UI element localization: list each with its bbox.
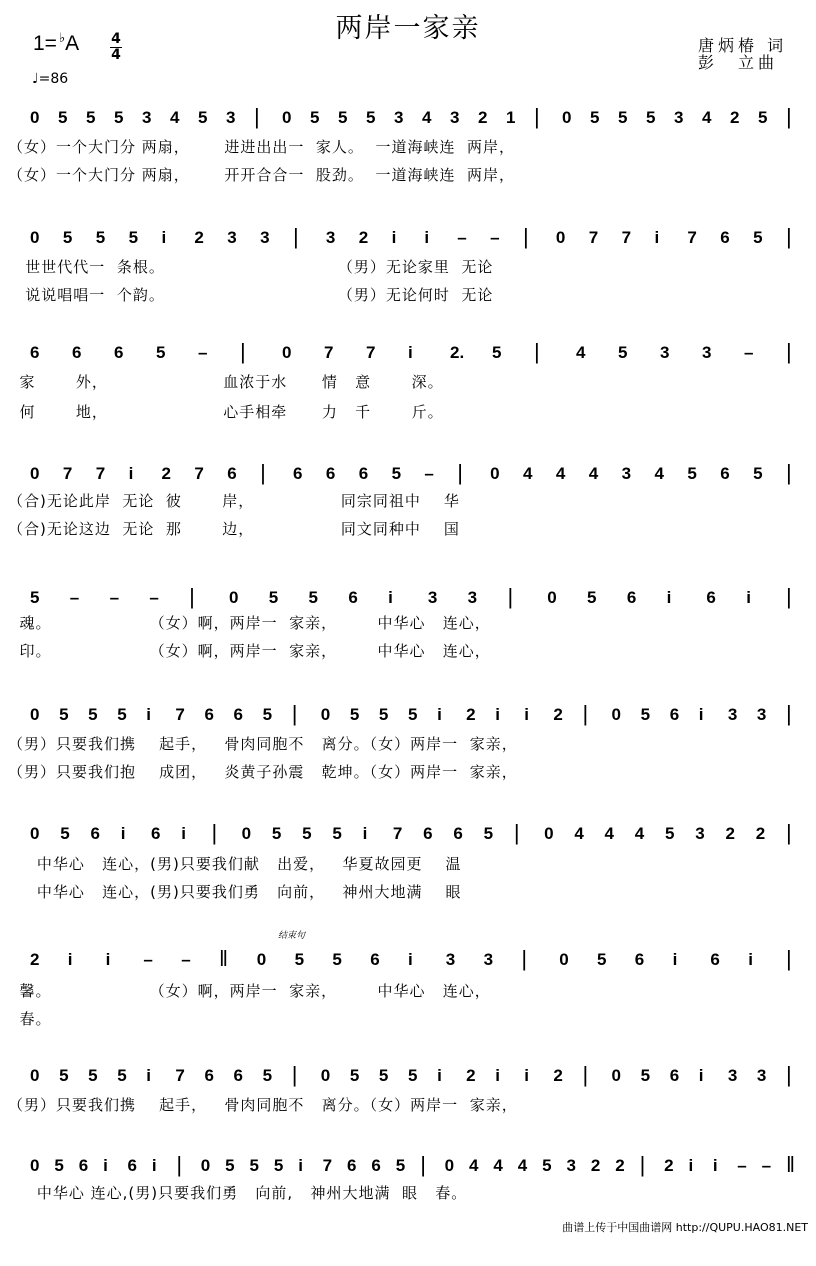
note: 7 (62, 464, 73, 483)
note: 5 (687, 464, 697, 483)
note: 3 (756, 1066, 767, 1085)
score-row (0, 816, 816, 934)
notation-line (0, 942, 816, 982)
note: i (437, 1066, 442, 1085)
notation-line (0, 697, 816, 737)
note: 4 (170, 108, 180, 127)
note: 3 (142, 108, 152, 127)
note: – (149, 588, 159, 607)
note: i (437, 705, 442, 724)
note: 6 (204, 1066, 214, 1085)
barline: | (534, 339, 540, 364)
note: 5 (262, 1066, 273, 1085)
note: 5 (332, 824, 342, 843)
note: 6 (78, 1156, 89, 1175)
lyric-line: 世世代代一 条根。 （男）无论家里 无论 (8, 258, 494, 276)
note: i (391, 228, 397, 247)
note: 2 (478, 108, 488, 127)
note: 4 (422, 108, 432, 127)
note: i (672, 950, 678, 969)
score-row (0, 1148, 816, 1266)
score-row (0, 456, 816, 574)
note: 2 (466, 705, 476, 724)
note: – (198, 343, 208, 362)
barline: | (521, 946, 528, 971)
note: 0 (555, 228, 566, 247)
note: 2 (466, 1066, 476, 1085)
note: i (495, 705, 500, 724)
note: 2 (553, 1066, 563, 1085)
note: 5 (597, 950, 607, 969)
barline: | (786, 339, 792, 364)
note: 6 (423, 824, 433, 843)
note: 2 (358, 228, 369, 247)
note: 6 (358, 464, 369, 483)
note: 7 (175, 705, 185, 724)
note: i (524, 705, 530, 724)
lyricist-credit: 唐炳椿 词 (698, 36, 788, 55)
lyric-line: 馨。 （女）啊，两岸一 家亲， 中华心 连心， (8, 982, 491, 1000)
barline: | (523, 224, 529, 249)
barline: | (457, 460, 464, 485)
note: 5 (753, 228, 763, 247)
note: 5 (95, 228, 106, 247)
note: 6 (720, 228, 730, 247)
note: 5 (54, 1156, 64, 1175)
note: – (424, 464, 434, 483)
note: 0 (611, 1066, 621, 1085)
lyric-line: 魂。 （女）啊，两岸一 家亲， 中华心 连心， (8, 614, 491, 632)
note: 6 (370, 950, 380, 969)
note: 4 (654, 464, 664, 483)
note: 5 (378, 705, 389, 724)
note: 6 (227, 464, 237, 483)
note: 7 (588, 228, 599, 247)
note: 2 (161, 464, 171, 483)
barline: | (534, 104, 540, 129)
note: i (105, 950, 111, 969)
barline: | (260, 460, 266, 485)
note: 6 (150, 824, 161, 843)
note: i (67, 950, 73, 969)
note: 3 (227, 228, 237, 247)
barline: | (291, 1062, 298, 1087)
note: 6 (626, 588, 637, 607)
note: 2. (450, 343, 465, 362)
site-watermark: 曲谱上传于中国曲谱网 http://QUPU.HAO81.NET (562, 1221, 808, 1234)
note: 5 (758, 108, 768, 127)
note: 0 (30, 824, 40, 843)
note: 2 (615, 1156, 625, 1175)
note: 0 (228, 588, 239, 607)
notation-line (0, 335, 816, 375)
note: i (146, 1066, 152, 1085)
note: 0 (30, 1156, 40, 1175)
note: – (490, 228, 500, 247)
note: 2 (755, 824, 766, 843)
note: 2 (590, 1156, 601, 1175)
note: 4 (493, 1156, 503, 1175)
note: 3 (702, 343, 712, 362)
note: 5 (492, 343, 502, 362)
note: i (698, 705, 704, 724)
barline: | (639, 1152, 646, 1177)
note: 0 (562, 108, 572, 127)
note: i (362, 824, 368, 843)
note: 4 (517, 1156, 528, 1175)
note: 0 (200, 1156, 211, 1175)
note: 3 (467, 588, 478, 607)
note: 0 (547, 588, 557, 607)
note: 6 (90, 824, 100, 843)
note: 3 (450, 108, 460, 127)
note: 6 (706, 588, 716, 607)
score-row (0, 697, 816, 815)
note: 2 (30, 950, 40, 969)
barline: ‖ (786, 1152, 796, 1177)
barline: | (786, 584, 792, 609)
note: 0 (320, 705, 331, 724)
note: 5 (58, 108, 68, 127)
note: 6 (710, 950, 720, 969)
note: 5 (117, 705, 127, 724)
note: 5 (128, 228, 139, 247)
note: 4 (555, 464, 566, 483)
lyric-line: （合)无论这边 无论 那 边， 同文同种中 国 (8, 520, 460, 538)
song-title: 两岸一家亲 (335, 13, 481, 44)
note: i (746, 588, 751, 607)
note: 3 (660, 343, 670, 362)
note: 6 (669, 705, 680, 724)
barline: | (513, 820, 520, 845)
note: 4 (468, 1156, 479, 1175)
time-signature: 4 4 (111, 31, 121, 63)
note: – (737, 1156, 747, 1175)
note: 3 (566, 1156, 576, 1175)
notation-line (0, 816, 816, 856)
barline: | (582, 701, 589, 726)
note: 5 (86, 108, 96, 127)
note: 5 (391, 464, 402, 483)
note: i (712, 1156, 718, 1175)
note: i (748, 950, 753, 969)
note: 3 (727, 1066, 738, 1085)
note: 5 (587, 588, 597, 607)
note: 7 (392, 824, 403, 843)
note: 5 (349, 1066, 360, 1085)
note: 5 (640, 1066, 651, 1085)
note: i (424, 228, 430, 247)
note: 5 (62, 228, 73, 247)
note: 0 (256, 950, 267, 969)
note: 4 (523, 464, 533, 483)
note: 5 (349, 705, 360, 724)
note: 0 (30, 108, 40, 127)
note: 4 (588, 464, 599, 483)
barline: | (240, 339, 246, 364)
note: 5 (618, 343, 628, 362)
note: i (688, 1156, 694, 1175)
note: i (120, 824, 126, 843)
note: i (408, 950, 413, 969)
note: i (128, 464, 134, 483)
note: 5 (310, 108, 320, 127)
note: 5 (395, 1156, 406, 1175)
note: 0 (490, 464, 500, 483)
lyric-line: 中华心 连心,(男)只要我们勇 向前, 神州大地满 眼 春。 (8, 1184, 468, 1202)
score-row (0, 220, 816, 338)
note: 6 (72, 343, 82, 362)
note: 0 (559, 950, 569, 969)
score-row (0, 942, 816, 1060)
note: i (151, 1156, 157, 1175)
barline: | (420, 1152, 426, 1177)
note: 7 (194, 464, 204, 483)
note: i (666, 588, 672, 607)
lyric-line: 家 外， 血浓于水 情 意 深。 (8, 373, 444, 391)
note: i (103, 1156, 108, 1175)
note: 5 (262, 705, 273, 724)
note: 5 (302, 824, 312, 843)
barline: | (292, 224, 299, 249)
note: i (524, 1066, 530, 1085)
note: 5 (88, 1066, 98, 1085)
note: – (744, 343, 754, 362)
notation-line (0, 1058, 816, 1098)
barline: ‖ (219, 946, 229, 971)
note: 2 (553, 705, 563, 724)
note: 5 (640, 705, 651, 724)
note: 4 (576, 343, 586, 362)
note: 5 (332, 950, 342, 969)
note: 4 (574, 824, 584, 843)
note: 4 (604, 824, 615, 843)
note: 3 (695, 824, 705, 843)
note: i (654, 228, 660, 247)
note: 3 (727, 705, 738, 724)
note: i (495, 1066, 500, 1085)
note: 5 (271, 824, 282, 843)
note: 4 (634, 824, 645, 843)
note: – (457, 228, 467, 247)
note: 5 (338, 108, 348, 127)
note: 3 (260, 228, 270, 247)
note: 5 (542, 1156, 552, 1175)
note: 5 (366, 108, 376, 127)
lyric-line: （女）一个大门分 两扇， 进进出出一 家人。 一道海峡连 两岸， (8, 138, 515, 156)
key-signature: 1= ♭A (33, 30, 80, 55)
note: 5 (60, 824, 70, 843)
note: 2 (664, 1156, 674, 1175)
note: 0 (282, 108, 292, 127)
barline: | (786, 1062, 792, 1087)
note: 6 (669, 1066, 680, 1085)
note: 6 (371, 1156, 381, 1175)
composer-credit: 彭 立曲 (698, 53, 779, 72)
barline: | (176, 1152, 183, 1177)
lyric-line: 中华心 连心，(男)只要我们献 出爱， 华夏故园更 温 (8, 855, 462, 873)
note: 0 (320, 1066, 331, 1085)
note: 5 (408, 705, 418, 724)
note: 5 (308, 588, 318, 607)
note: – (143, 950, 153, 969)
note: 5 (268, 588, 279, 607)
note: 5 (378, 1066, 389, 1085)
lyric-line: （合)无论此岸 无论 彼 岸， 同宗同祖中 华 (8, 492, 460, 510)
note: 5 (294, 950, 305, 969)
note: 6 (292, 464, 303, 483)
note: 3 (621, 464, 632, 483)
note: 0 (611, 705, 621, 724)
note: 6 (233, 705, 243, 724)
lyric-line: （男）只要我们携 起手， 骨肉同胞不 离分。（女）两岸一 家亲， (8, 1096, 518, 1114)
note: 5 (408, 1066, 418, 1085)
barline: | (291, 701, 298, 726)
barline: | (786, 701, 792, 726)
note: 6 (30, 343, 40, 362)
note: 5 (618, 108, 628, 127)
note: 5 (59, 1066, 69, 1085)
score-row (0, 100, 816, 218)
note: 3 (483, 950, 494, 969)
note: – (761, 1156, 772, 1175)
note: 2 (725, 824, 735, 843)
note: i (408, 343, 413, 362)
note: – (69, 588, 80, 607)
lyric-line: （男）只要我们携 起手， 骨肉同胞不 离分。（女）两岸一 家亲， (8, 735, 518, 753)
barline: | (211, 820, 218, 845)
note: 6 (114, 343, 124, 362)
note: 6 (233, 1066, 243, 1085)
notation-line (0, 220, 816, 260)
note: – (109, 588, 120, 607)
barline: | (786, 820, 792, 845)
note: 0 (30, 1066, 40, 1085)
note: 3 (325, 228, 336, 247)
note: 5 (114, 108, 124, 127)
barline: | (786, 104, 792, 129)
note: 2 (194, 228, 204, 247)
note: 5 (225, 1156, 235, 1175)
note: 6 (348, 588, 358, 607)
lyric-line: 春。 (8, 1010, 52, 1028)
note: 5 (88, 705, 98, 724)
note: 5 (59, 705, 69, 724)
note: 7 (95, 464, 106, 483)
note: – (181, 950, 191, 969)
note: 7 (687, 228, 697, 247)
barline: | (507, 584, 514, 609)
barline: | (786, 460, 792, 485)
note: 6 (347, 1156, 357, 1175)
note: 0 (282, 343, 292, 362)
note: 6 (204, 705, 214, 724)
lyric-line: 印。 （女）啊，两岸一 家亲， 中华心 连心， (8, 642, 491, 660)
ending-label: 结束句 (278, 931, 306, 941)
note: 3 (427, 588, 438, 607)
note: 5 (30, 588, 40, 607)
note: i (181, 824, 186, 843)
note: 7 (175, 1066, 185, 1085)
lyric-line: 说说唱唱一 个韵。 （男）无论何时 无论 (8, 286, 494, 304)
note: 0 (544, 824, 554, 843)
lyric-line: 中华心 连心，(男)只要我们勇 向前， 神州大地满 眼 (8, 883, 462, 901)
barline: | (582, 1062, 589, 1087)
note: i (698, 1066, 704, 1085)
barline: | (786, 224, 792, 249)
score-row (0, 335, 816, 453)
note: 7 (621, 228, 632, 247)
note: 0 (30, 228, 40, 247)
note: 5 (249, 1156, 259, 1175)
note: 7 (366, 343, 376, 362)
note: 6 (720, 464, 730, 483)
note: 0 (30, 464, 40, 483)
note: 0 (241, 824, 252, 843)
note: 5 (156, 343, 166, 362)
note: 2 (730, 108, 740, 127)
note: 3 (445, 950, 456, 969)
note: 3 (756, 705, 767, 724)
note: 3 (394, 108, 404, 127)
note: 6 (127, 1156, 138, 1175)
note: 6 (325, 464, 336, 483)
barline: | (786, 946, 792, 971)
note: 3 (674, 108, 684, 127)
note: 5 (753, 464, 763, 483)
lyric-line: 何 地， 心手相牵 力 千 斤。 (8, 403, 444, 421)
lyric-line: （女）一个大门分 两扇， 开开合合一 股劲。 一道海峡连 两岸， (8, 166, 515, 184)
notation-line (0, 100, 816, 140)
note: i (146, 705, 152, 724)
note: i (161, 228, 167, 247)
note: 7 (322, 1156, 333, 1175)
note: 5 (273, 1156, 284, 1175)
lyric-line: （男）只要我们抱 成团， 炎黄子孙震 乾坤。（女）两岸一 家亲， (8, 763, 518, 781)
barline: | (189, 584, 195, 609)
note: 5 (590, 108, 600, 127)
note: 5 (117, 1066, 127, 1085)
tempo-marking: ♩=86 (32, 71, 69, 87)
note: 0 (30, 705, 40, 724)
note: 5 (483, 824, 494, 843)
note: 0 (444, 1156, 455, 1175)
note: i (298, 1156, 303, 1175)
note: 1 (506, 108, 516, 127)
note: 4 (702, 108, 712, 127)
note: 6 (453, 824, 463, 843)
barline: | (254, 104, 260, 129)
note: i (388, 588, 393, 607)
note: 5 (198, 108, 208, 127)
note: 5 (646, 108, 656, 127)
note: 7 (324, 343, 334, 362)
note: 5 (665, 824, 675, 843)
note: 6 (634, 950, 645, 969)
note: 3 (226, 108, 236, 127)
score-row (0, 580, 816, 698)
